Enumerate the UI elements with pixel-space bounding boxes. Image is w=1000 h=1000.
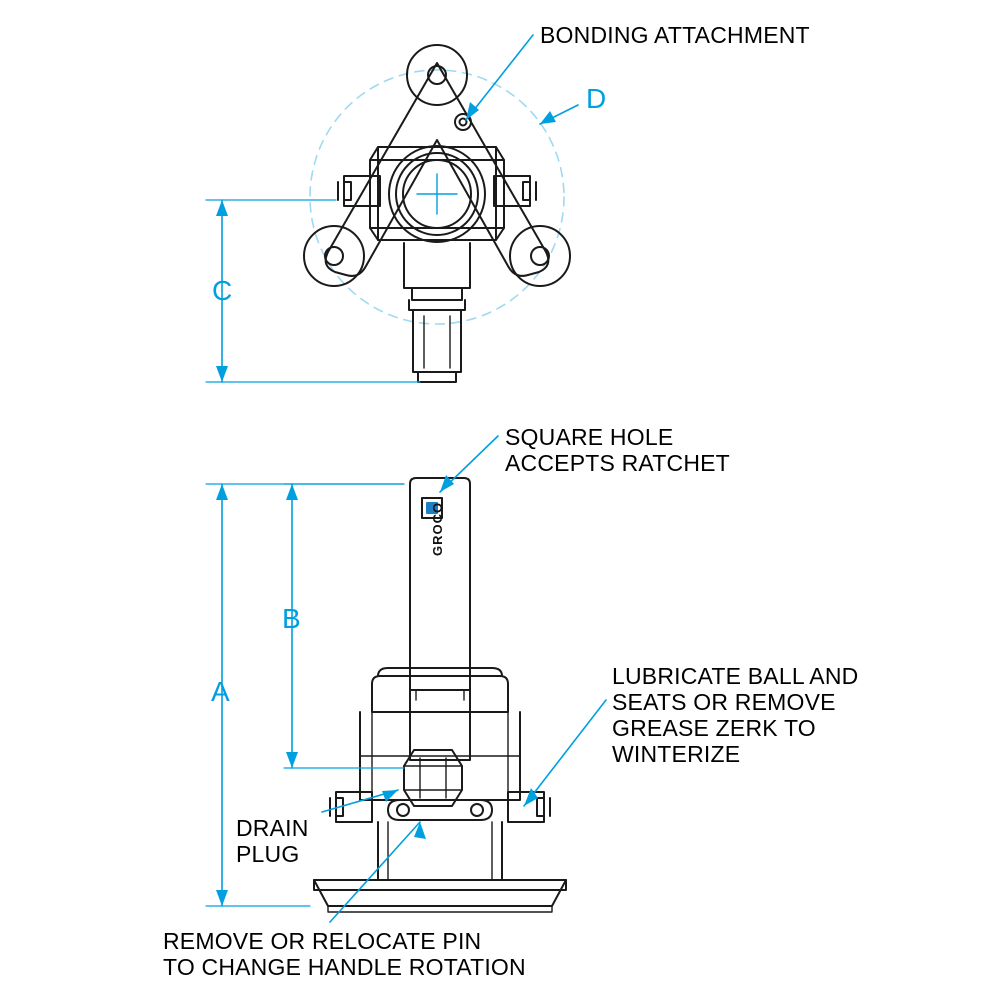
callout-square-hole: SQUARE HOLE ACCEPTS RATCHET <box>505 424 730 476</box>
callout-lubricate: LUBRICATE BALL AND SEATS OR REMOVE GREASE ZERK TO WINTERIZE <box>612 663 859 767</box>
callout-drain-plug: DRAIN PLUG <box>236 815 309 867</box>
dimension-label-a: A <box>211 676 230 707</box>
callout-bonding-attachment: BONDING ATTACHMENT <box>540 22 810 48</box>
brand-mark: GROCO <box>430 501 445 556</box>
dimension-label-d: D <box>586 83 607 114</box>
dimension-label-b: B <box>282 603 301 634</box>
callout-remove-pin: REMOVE OR RELOCATE PIN TO CHANGE HANDLE ROTATION <box>163 928 526 980</box>
dimension-label-c: C <box>212 275 233 306</box>
top-view-assembly <box>304 37 570 382</box>
